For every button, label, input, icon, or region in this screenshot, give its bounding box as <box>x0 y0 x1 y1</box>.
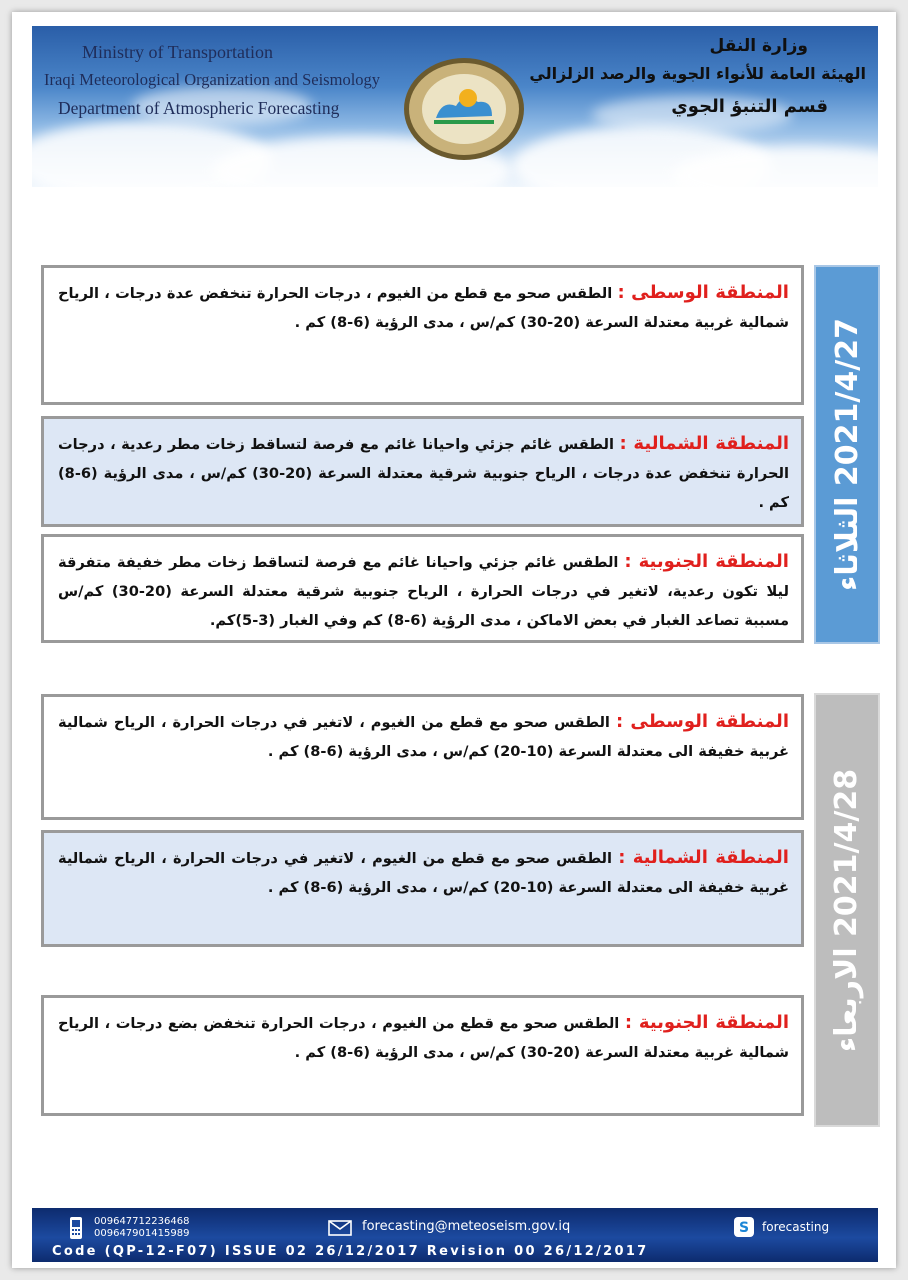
forecast-text: الطقس صحو مع قطع من الغيوم ، لاتغير في درجات الحرارة ، الرياح شمالية غربية خفيفة الى معتدلة السرعة (10-20) كم/س ، مدى الرؤية (6-8) كم . <box>58 714 789 760</box>
footer-phone-1: 009647712236468 <box>94 1216 190 1227</box>
mail-icon <box>328 1220 352 1236</box>
svg-text:S: S <box>738 1220 750 1236</box>
header-en-organization: Iraqi Meteorological Organization and Seismology <box>44 70 381 89</box>
forecast-text: الطقس صحو مع قطع من الغيوم ، درجات الحرارة تنخفض بضع درجات ، الرياح شمالية غربية معتدلة السرعة (20-30) كم/س ، مدى الرؤية (6-8) كم . <box>58 1015 789 1061</box>
footer-skype: forecasting <box>762 1220 830 1234</box>
region-name: المنطقة الشمالية : <box>618 847 789 868</box>
forecast-box-central-day1 <box>41 265 804 405</box>
day-date-label: 2021/4/28 الاربعاء <box>829 768 865 1052</box>
forecast-box-south-day2 <box>41 995 804 1116</box>
forecast-box-south-day1 <box>41 534 804 643</box>
region-name: المنطقة الجنوبية : <box>624 551 789 572</box>
forecast-box-north-day2 <box>41 830 804 947</box>
region-name: المنطقة الجنوبية : <box>624 1012 789 1033</box>
region-name: المنطقة الشمالية : <box>619 433 789 454</box>
day-date-label: 2021/4/27 الثلاثاء <box>829 318 865 591</box>
footer-email[interactable]: forecasting@meteoseism.gov.iq <box>362 1219 571 1234</box>
region-name: المنطقة الوسطى : <box>617 282 789 303</box>
header-ar-ministry: وزارة النقل <box>709 36 808 56</box>
header-en-department: Department of Atmospheric Forecasting <box>58 98 340 118</box>
footer-document-code: Code (QP-12-F07) ISSUE 02 26/12/2017 Revision 00 26/12/2017 <box>52 1244 649 1259</box>
header-banner <box>32 26 878 187</box>
skype-icon <box>734 1217 754 1237</box>
organization-logo <box>402 56 526 162</box>
header-en-ministry: Ministry of Transportation <box>82 42 274 62</box>
forecast-text: الطقس غائم جزئي واحيانا غائم مع فرصة لتساقط زخات مطر رعدية ، درجات الحرارة تنخفض عدة درجات ، الرياح جنوبية شرقية معتدلة السرعة (20-30) كم/س ، مدى الرؤية (6-8) كم . <box>58 436 789 511</box>
region-name: المنطقة الوسطى : <box>615 711 789 732</box>
forecast-text: الطقس صحو مع قطع من الغيوم ، درجات الحرارة تنخفض عدة درجات ، الرياح شمالية غربية معتدلة السرعة (20-30) كم/س ، مدى الرؤية (6-8) كم . <box>58 285 789 331</box>
forecast-text: الطقس صحو مع قطع من الغيوم ، لاتغير في درجات الحرارة ، الرياح شمالية غربية خفيفة الى معتدلة السرعة (10-20) كم/س ، مدى الرؤية (6-8) كم . <box>58 850 789 896</box>
header-ar-department: قسم التنبؤ الجوي <box>671 96 828 117</box>
footer-phone-2: 009647901415989 <box>94 1228 190 1239</box>
forecast-text: الطقس غائم جزئي واحيانا غائم مع فرصة لتساقط زخات مطر خفيفة متفرقة ليلا تكون رعدية، لاتغير في درجات الحرارة ، الرياح جنوبية شرقية معتدلة السرعة (20-30) كم/س مسببة تصاعد الغبار في بعض الاماكن ، مدى الرؤية (6-8) كم وفي الغبار (3-5)كم. <box>58 554 789 629</box>
day-tab-tuesday <box>814 265 880 644</box>
header-ar-organization: الهيئة العامة للأنواء الجوية والرصد الزلزالي <box>529 64 866 83</box>
forecast-box-central-day2 <box>41 694 804 820</box>
forecast-box-north-day1 <box>41 416 804 527</box>
phone-icon <box>68 1216 84 1240</box>
day-tab-wednesday <box>814 693 880 1127</box>
footer-bar <box>32 1208 878 1262</box>
